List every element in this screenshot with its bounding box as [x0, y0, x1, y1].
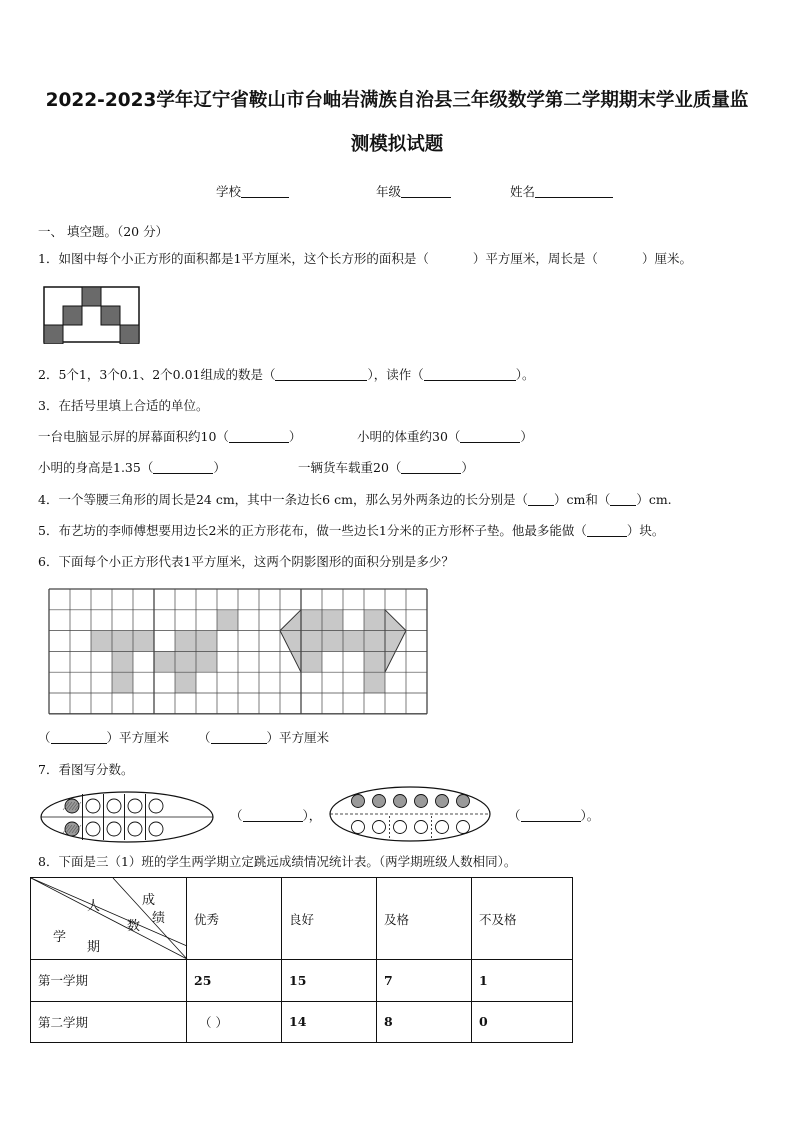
q6-answer-1: （ ）平方厘米	[38, 730, 170, 745]
school-field	[216, 182, 289, 200]
q6-shade-right-wedge	[385, 610, 406, 672]
q6-shade-cell	[91, 631, 112, 652]
q6-shade-cell	[301, 610, 322, 631]
q7-shaded-circle	[436, 795, 449, 808]
q7-shaded-circle	[394, 795, 407, 808]
q6-shade-cell	[343, 631, 364, 652]
q1-shaded-square	[63, 306, 82, 325]
q7-circle	[107, 822, 121, 836]
q2-text-c: ）。	[515, 367, 535, 382]
q3-item-b: 小明的体重约30（ ）	[357, 429, 533, 444]
q1-shaded-square	[120, 325, 139, 344]
section-heading: 一、 填空题。（20 分）	[38, 224, 169, 239]
q3-item-a: 一台电脑显示屏的屏幕面积约10（ ）	[38, 429, 302, 444]
q7-circle	[149, 799, 163, 813]
header-char-ji: 绩	[152, 911, 166, 926]
q6-shade-cell	[154, 651, 175, 672]
table-cell: 1	[472, 960, 573, 1002]
q7-circle	[86, 822, 100, 836]
q6-shade-cell	[196, 651, 217, 672]
table-cell: 14	[282, 1001, 377, 1043]
q7-circle	[352, 821, 365, 834]
q1-shaded-square	[44, 325, 63, 344]
school-label: 学校	[216, 184, 242, 199]
q1-text-c: ）厘米。	[641, 251, 692, 266]
table-cell: 7	[377, 960, 472, 1002]
q1-text-a: 1．如图中每个小正方形的面积都是1平方厘米，这个长方形的面积是（	[38, 251, 429, 266]
table-cell: 25	[187, 960, 282, 1002]
q6-shade-cell	[133, 631, 154, 652]
q6-shade-cell	[364, 610, 385, 631]
name-field	[510, 182, 613, 200]
row-label: 第二学期	[31, 1001, 187, 1043]
question-2	[38, 365, 535, 383]
row-label: 第一学期	[31, 960, 187, 1002]
header-char-shu: 数	[127, 919, 141, 934]
q3-item-d: 一辆货车载重20（ ）	[298, 460, 474, 475]
q7-shaded-circle	[415, 795, 428, 808]
q6-shade-cell	[112, 631, 133, 652]
q7-circle	[373, 821, 386, 834]
q6-shade-cell	[322, 610, 343, 631]
question-7: 7．看图写分数。	[38, 762, 134, 777]
col-header-good: 良好	[282, 878, 377, 960]
table-row	[31, 960, 573, 1002]
q1-shaded-square	[82, 287, 101, 306]
q7-answer-2: （ ）。	[508, 808, 600, 823]
q6-shade-cell	[112, 672, 133, 693]
q6-shade-cell	[322, 631, 343, 652]
q7-shaded-circle	[352, 795, 365, 808]
q2-text-a: 2．5个1，3个0.1、2个0.01组成的数是（	[38, 367, 276, 382]
q3-item-c: 小明的身高是1.35（ ）	[38, 460, 226, 475]
q1-rectangle-figure	[43, 286, 141, 344]
table-cell-blank[interactable]: （ ）	[187, 1001, 282, 1043]
table-row	[31, 1001, 573, 1043]
q1-text-b: ）平方厘米，周长是（	[472, 251, 598, 266]
q6-shade-cell	[112, 651, 133, 672]
score-table	[30, 877, 573, 1043]
page-title-line2: 测模拟试题	[350, 134, 444, 155]
q6-answer-2: （ ）平方厘米	[198, 730, 330, 745]
col-header-excellent: 优秀	[187, 878, 282, 960]
question-4: 4．一个等腰三角形的周长是24 cm，其中一条边长6 cm，那么另外两条边的长分别是（ ）cm和（ ）cm.	[38, 492, 672, 507]
table-cell: 8	[377, 1001, 472, 1043]
q7-circle	[415, 821, 428, 834]
q6-shade-cell	[364, 651, 385, 672]
name-label: 姓名	[510, 184, 536, 199]
q6-shade-cell	[175, 651, 196, 672]
q6-shade-cell	[364, 672, 385, 693]
q7-circle	[436, 821, 449, 834]
q6-shade-cell	[301, 631, 322, 652]
q6-grid-figure	[48, 588, 428, 716]
q7-figure-1	[38, 788, 218, 846]
q6-shade-cell	[175, 631, 196, 652]
q7-circle	[86, 799, 100, 813]
q6-shade-cell	[196, 631, 217, 652]
q2-text-b: ），读作（	[367, 367, 424, 382]
col-header-fail: 不及格	[472, 878, 573, 960]
q7-circle	[394, 821, 407, 834]
q7-shaded-circle	[457, 795, 470, 808]
q7-shaded-circle	[373, 795, 386, 808]
table-cell: 0	[472, 1001, 573, 1043]
table-cell: 15	[282, 960, 377, 1002]
question-5: 5．布艺坊的李师傅想要用边长2米的正方形花布，做一些边长1分米的正方形杯子垫。他最多能做（ ）块。	[38, 523, 665, 538]
q7-answer-1: （ ），	[230, 808, 322, 823]
header-char-xue: 学	[53, 930, 67, 945]
table-header-row	[31, 878, 573, 960]
grade-label: 年级	[376, 184, 402, 199]
header-char-ren: 人	[87, 899, 101, 914]
q6-shade-cell	[364, 631, 385, 652]
q6-shade-left-wedge	[280, 610, 301, 672]
page-title: 2022-2023学年辽宁省鞍山市台岫岩满族自治县三年级数学第二学期期末学业质量监	[45, 90, 749, 111]
diagonal-header-cell	[31, 878, 187, 960]
q1-shaded-square	[101, 306, 120, 325]
q6-shade-cell	[217, 610, 238, 631]
q7-circle	[107, 799, 121, 813]
col-header-pass: 及格	[377, 878, 472, 960]
q7-figure-2	[326, 784, 494, 844]
question-6: 6．下面每个小正方形代表1平方厘米，这两个阴影图形的面积分别是多少？	[38, 554, 454, 569]
header-char-cheng: 成	[142, 893, 156, 908]
q7-circle	[128, 822, 142, 836]
question-3: 3．在括号里填上合适的单位。	[38, 398, 209, 413]
q7-circle	[128, 799, 142, 813]
question-1	[38, 249, 692, 267]
header-char-qi: 期	[87, 940, 101, 955]
question-8: 8．下面是三（1）班的学生两学期立定跳远成绩情况统计表。（两学期班级人数相同）。	[38, 854, 517, 869]
grade-field	[376, 182, 451, 200]
q6-shade-cell	[175, 672, 196, 693]
q7-circle	[457, 821, 470, 834]
q7-circle	[149, 822, 163, 836]
q6-shade-cell	[301, 651, 322, 672]
